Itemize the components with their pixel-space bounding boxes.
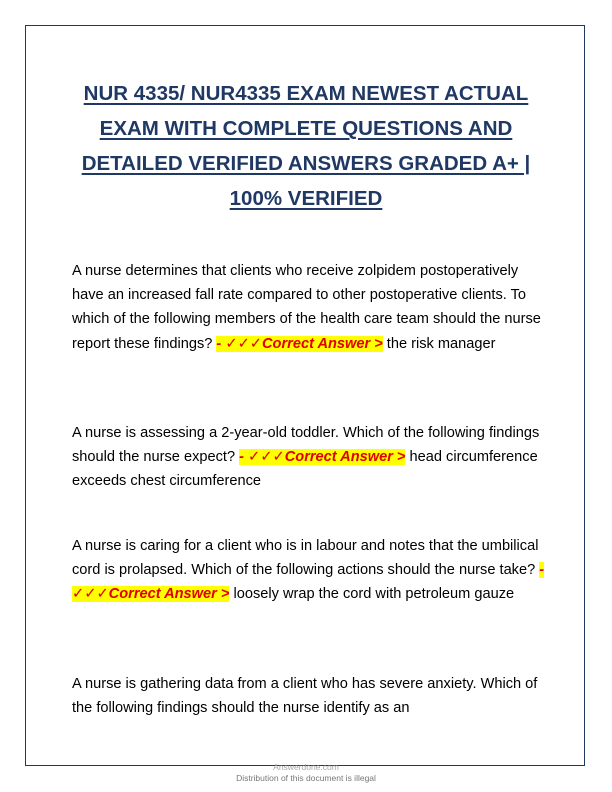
qa-item-3 bbox=[72, 534, 550, 607]
answer-text: head circumference exceeds chest circumference bbox=[72, 449, 538, 490]
footer-distribution-notice: Distribution of this document is illegal bbox=[236, 773, 376, 783]
qa-item-1 bbox=[72, 259, 550, 356]
document-title: NUR 4335/ NUR4335 EXAM NEWEST ACTUAL EXAM WITH COMPLETE QUESTIONS AND DETAILED VERIFIED ANSWERS GRADED A+ | 100% VERIFIED bbox=[81, 82, 531, 210]
question-text: A nurse is caring for a client who is in labour and notes that the umbilical cord is prolapsed. Which of the following actions should the nurse take? bbox=[72, 538, 539, 579]
answer-text: the risk manager bbox=[386, 335, 496, 352]
question-text: A nurse is assessing a 2-year-old toddler. Which of the following findings should the nurse expect? bbox=[72, 425, 540, 466]
qa-item-4 bbox=[72, 672, 550, 720]
question-text: A nurse determines that clients who receive zolpidem postoperatively have an increased fall rate compared to other postoperative clients. To which of the following members of the health care team should the nurse report these findings? bbox=[72, 263, 541, 352]
question-text: A nurse is gathering data from a client who has severe anxiety. Which of the following findings should the nurse identify as an bbox=[72, 676, 538, 717]
correct-answer-marker: - ✓✓✓Correct Answer > bbox=[72, 562, 545, 603]
correct-answer-marker: - ✓✓✓Correct Answer > bbox=[216, 335, 383, 352]
qa-item-2 bbox=[72, 421, 550, 494]
answer-text: loosely wrap the cord with petroleum gauze bbox=[233, 586, 515, 603]
correct-answer-marker: - ✓✓✓Correct Answer > bbox=[239, 449, 406, 466]
footer-site-watermark: Answerdone.com bbox=[273, 762, 339, 772]
